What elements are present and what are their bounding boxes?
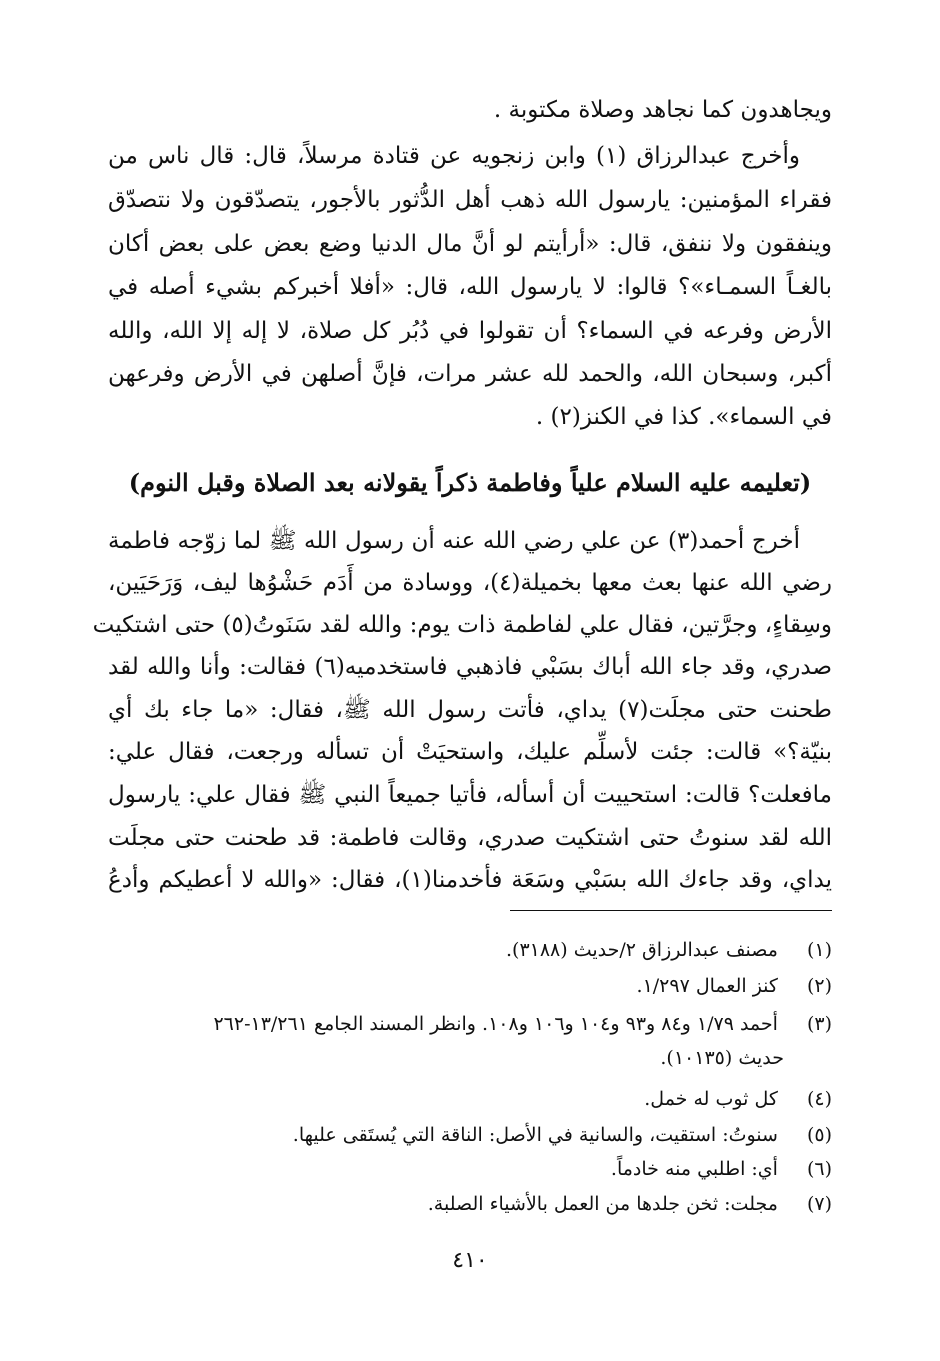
body-line: وأخرج عبدالرزاق (١) وابن زنجويه عن قتادة مرسلاً، قال: قال ناس من: [108, 143, 800, 169]
footnote-number: (٤): [806, 1088, 832, 1110]
footnote-5: [108, 1119, 832, 1151]
footnote-number: (١): [806, 939, 832, 961]
body-line: في السماء». كذا في الكنز(٢) .: [535, 404, 832, 430]
footnote-3: [108, 1008, 832, 1040]
body-line: أكبر، وسبحان الله، والحمد لله عشر مرات، فإنَّ أصلهن في الأرض وفرعهن: [108, 361, 832, 387]
footnote-7: [108, 1188, 832, 1220]
footnote-2: [108, 970, 832, 1002]
footnote-text: كنز العمال ١/٢٩٧.: [636, 975, 778, 997]
footnote-text: سنوتُ: استقيت، والسانية في الأصل: الناقة التي يُستَقى عليها.: [292, 1124, 778, 1146]
footnote-number: (٣): [806, 1013, 832, 1035]
body-line: فقراء المؤمنين: يارسول الله ذهب أهل الدُّثور بالأجور، يتصدّقون ولا نتصدّق: [108, 187, 832, 213]
body-line: طحنت حتى مجلَت(٧) يداي، فأتت رسول الله ﷺ، فقال: «ما جاء بك أي: [108, 697, 832, 723]
body-line: ويجاهدون كما نجاهد وصلاة مكتوبة .: [493, 97, 832, 123]
body-line: بالغـاً السمـاء»؟ قالوا: لا يارسول الله، قال: «أفلا أخبركم بشيء أصله في: [108, 274, 832, 300]
body-line: أخرج أحمد(٣) عن علي رضي الله عنه أن رسول الله ﷺ لما زوّجه فاطمة: [108, 528, 800, 554]
footnote-number: (٥): [806, 1124, 832, 1146]
body-line: وسِقاءٍ، وجرَّتين، فقال علي لفاطمة ذات يوم: والله لقد سَنَوتُ(٥) حتى اشتكيت: [92, 612, 832, 638]
footnote-number: (٦): [806, 1158, 832, 1180]
body-line: رضي الله عنها بعث معها بخميلة(٤)، ووسادة من أَدَم حَشْوُها ليف، وَرَحَيَين،: [108, 570, 832, 596]
footnote-3-continuation: حديث (١٠١٣٥).: [660, 1047, 784, 1069]
footnote-number: (٢): [806, 975, 832, 997]
body-line: يداي، وقد جاءك الله بسَبْي وسَعَة فأخدمنا(١)، فقال: «والله لا أعطيكم وأدعُ: [108, 867, 832, 893]
body-line: بنيّة؟» قالت: جئت لأسلِّم عليك، واستحيَتْ أن تسأله ورجعت، فقال علي:: [108, 739, 832, 765]
body-line: صدري، وقد جاء الله أباك بسَبْي فاذهبي فاستخدميه(٦) فقالت: وأنا والله لقد: [108, 654, 832, 680]
body-line: الله لقد سنوتُ حتى اشتكيت صدري، وقالت فاطمة: قد طحنت حتى مجلَت: [108, 825, 832, 851]
footnote-6: [108, 1153, 832, 1185]
footnote-1: [108, 934, 832, 966]
page-number: ٤١٠: [452, 1248, 488, 1273]
footnote-text: كل ثوب له خمل.: [644, 1088, 778, 1110]
footnote-number: (٧): [806, 1193, 832, 1215]
body-line: الأرض وفرعه في السماء؟ أن تقولوا في دُبُر كل صلاة، لا إله إلا الله، والله: [108, 318, 832, 344]
footnote-text: أي: اطلبي منه خادماً.: [610, 1158, 778, 1180]
footnote-text: مجلت: ثخن جلدها من العمل بالأشياء الصلبة.: [427, 1193, 778, 1215]
section-heading: (تعليمه عليه السلام علياً وفاطمة ذكراً يقولانه بعد الصلاة وقبل النوم): [128, 468, 812, 497]
body-line: مافعلت؟ قالت: استحييت أن أسأله، فأتيا جميعاً النبي ﷺ فقال علي: يارسول: [108, 782, 832, 808]
body-line: وينفقون ولا ننفق، قال: «أرأيتم لو أنَّ مال الدنيا وضع بعض على بعض أكان: [108, 231, 832, 257]
footnote-4: [108, 1083, 832, 1115]
footnote-separator: [510, 910, 832, 911]
footnote-text: مصنف عبدالرزاق ٢/حديث (٣١٨٨).: [505, 939, 778, 961]
footnote-text: أحمد ١/٧٩ و٨٤ و٩٣ و١٠٤ و١٠٦ و١٠٨. وانظر المسند الجامع ١٣/٢٦١-٢٦٢: [213, 1013, 778, 1035]
